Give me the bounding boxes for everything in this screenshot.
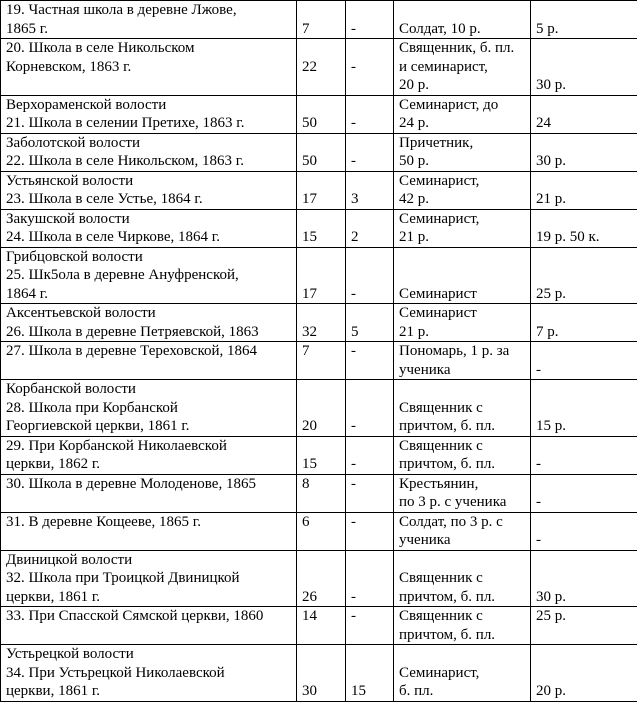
cell-text-line: ученика [399, 531, 530, 550]
cell-text-line: - [351, 152, 393, 171]
pupils-cell [297, 39, 346, 96]
school-cell [1, 39, 297, 96]
girls-cell [346, 550, 394, 607]
table-row [1, 436, 637, 474]
girls-cell [346, 436, 394, 474]
cell-text-line: 30 р. [536, 152, 637, 171]
pupils-cell [297, 209, 346, 247]
cell-text-line: 25 р. [536, 285, 637, 304]
teacher-cell [394, 39, 531, 96]
cell-text-line: 25. Шк5ола в деревне Ануфренской, [6, 266, 296, 285]
salary-cell [531, 247, 637, 304]
cell-text-line: Двиницкой волости [6, 551, 296, 570]
cell-text-line: Пономарь, 1 р. за [399, 342, 530, 361]
school-cell [1, 342, 297, 380]
girls-cell [346, 645, 394, 702]
pupils-cell [297, 342, 346, 380]
cell-text-line: - [351, 588, 393, 607]
cell-text-line: Устьянской волости [6, 172, 296, 191]
cell-text-line: 33. При Спасской Сямской церкви, 1860 [6, 607, 296, 626]
cell-text-line: Крестьянин, [399, 475, 530, 494]
school-cell [1, 247, 297, 304]
table-row [1, 247, 637, 304]
table-row [1, 645, 637, 702]
pupils-cell [297, 171, 346, 209]
table-body [1, 1, 637, 702]
cell-text-line: 29. При Корбанской Николаевской [6, 437, 296, 456]
pupils-cell [297, 95, 346, 133]
cell-text-line: 50 [302, 152, 345, 171]
teacher-cell [394, 304, 531, 342]
cell-text-line: Семинарист, [399, 210, 530, 229]
cell-text-line: 27. Школа в деревне Тереховской, 1864 [6, 342, 296, 361]
teacher-cell [394, 133, 531, 171]
cell-text-line: Корневском, 1863 г. [6, 58, 296, 77]
cell-text-line: - [351, 475, 393, 494]
cell-text-line: 28. Школа при Корбанской [6, 399, 296, 418]
cell-text-line: - [351, 114, 393, 133]
cell-text-line: 5 р. [536, 20, 637, 39]
pupils-cell [297, 645, 346, 702]
cell-text-line: 42 р. [399, 190, 530, 209]
table-row [1, 95, 637, 133]
salary-cell [531, 342, 637, 380]
cell-text-line: 19 р. 50 к. [536, 228, 637, 247]
cell-text-line: 5 [351, 323, 393, 342]
cell-text-line: - [536, 531, 637, 550]
cell-text-line: Георгиевской церкви, 1861 г. [6, 417, 296, 436]
table-row [1, 474, 637, 512]
cell-text-line: Грибцовской волости [6, 248, 296, 267]
cell-text-line: б. пл. [399, 682, 530, 701]
cell-text-line: Семинарист, [399, 664, 530, 683]
cell-text-line: 15 [351, 682, 393, 701]
salary-cell [531, 380, 637, 437]
cell-text-line: 23. Школа в селе Устье, 1864 г. [6, 190, 296, 209]
teacher-cell [394, 645, 531, 702]
cell-text-line: 30. Школа в деревне Молоденове, 1865 [6, 475, 296, 494]
table-row [1, 512, 637, 550]
cell-text-line: 32 [302, 323, 345, 342]
cell-text-line: 30 [302, 682, 345, 701]
cell-text-line: 30 р. [536, 76, 637, 95]
teacher-cell [394, 95, 531, 133]
cell-text-line: - [351, 417, 393, 436]
pupils-cell [297, 436, 346, 474]
teacher-cell [394, 209, 531, 247]
cell-text-line: 21. Школа в селении Претихе, 1863 г. [6, 114, 296, 133]
school-cell [1, 1, 297, 39]
school-cell [1, 474, 297, 512]
salary-cell [531, 1, 637, 39]
cell-text-line: - [536, 493, 637, 512]
girls-cell [346, 171, 394, 209]
cell-text-line: Священник, б. пл. [399, 39, 530, 58]
cell-text-line: 1864 г. [6, 285, 296, 304]
cell-text-line: 25 р. [536, 607, 637, 626]
cell-text-line: 31. В деревне Кощееве, 1865 г. [6, 513, 296, 532]
teacher-cell [394, 474, 531, 512]
cell-text-line: 24 [536, 114, 637, 133]
school-cell [1, 512, 297, 550]
cell-text-line: - [351, 58, 393, 77]
salary-cell [531, 512, 637, 550]
girls-cell [346, 380, 394, 437]
cell-text-line: 6 [302, 513, 345, 532]
cell-text-line: 7 [302, 20, 345, 39]
cell-text-line: 20 р. [399, 76, 530, 95]
salary-cell [531, 209, 637, 247]
cell-text-line: 22. Школа в селе Никольском, 1863 г. [6, 152, 296, 171]
cell-text-line: - [536, 361, 637, 380]
salary-cell [531, 95, 637, 133]
girls-cell [346, 304, 394, 342]
cell-text-line: 8 [302, 475, 345, 494]
pupils-cell [297, 550, 346, 607]
cell-text-line: причтом, б. пл. [399, 455, 530, 474]
teacher-cell [394, 436, 531, 474]
school-cell [1, 645, 297, 702]
cell-text-line: - [536, 455, 637, 474]
cell-text-line: Семинарист, [399, 172, 530, 191]
cell-text-line: Священник с [399, 437, 530, 456]
teacher-cell [394, 380, 531, 437]
cell-text-line: Солдат, 10 р. [399, 20, 530, 39]
cell-text-line: Верхораменской волости [6, 96, 296, 115]
girls-cell [346, 1, 394, 39]
cell-text-line: 32. Школа при Троицкой Двиницкой [6, 569, 296, 588]
cell-text-line: Семинарист, до [399, 96, 530, 115]
pupils-cell [297, 133, 346, 171]
cell-text-line: 50 [302, 114, 345, 133]
school-cell [1, 380, 297, 437]
school-cell [1, 209, 297, 247]
girls-cell [346, 607, 394, 645]
cell-text-line: 14 [302, 607, 345, 626]
salary-cell [531, 39, 637, 96]
school-cell [1, 550, 297, 607]
salary-cell [531, 436, 637, 474]
cell-text-line: 24 р. [399, 114, 530, 133]
cell-text-line: - [351, 20, 393, 39]
pupils-cell [297, 304, 346, 342]
cell-text-line: Священник с [399, 607, 530, 626]
pupils-cell [297, 607, 346, 645]
girls-cell [346, 247, 394, 304]
girls-cell [346, 95, 394, 133]
cell-text-line: 24. Школа в селе Чиркове, 1864 г. [6, 228, 296, 247]
cell-text-line: Заболотской волости [6, 134, 296, 153]
cell-text-line: - [351, 285, 393, 304]
girls-cell [346, 39, 394, 96]
cell-text-line: 17 [302, 285, 345, 304]
cell-text-line: Причетник, [399, 134, 530, 153]
school-cell [1, 95, 297, 133]
cell-text-line: 3 [351, 190, 393, 209]
table-row [1, 1, 637, 39]
cell-text-line: церкви, 1862 г. [6, 455, 296, 474]
table-row [1, 607, 637, 645]
cell-text-line: Корбанской волости [6, 380, 296, 399]
teacher-cell [394, 342, 531, 380]
cell-text-line: 21 р. [399, 228, 530, 247]
pupils-cell [297, 380, 346, 437]
pupils-cell [297, 247, 346, 304]
teacher-cell [394, 171, 531, 209]
cell-text-line: 22 [302, 58, 345, 77]
table-row [1, 209, 637, 247]
cell-text-line: причтом, б. пл. [399, 588, 530, 607]
cell-text-line: причтом, б. пл. [399, 417, 530, 436]
cell-text-line: Аксентьевской волости [6, 304, 296, 323]
cell-text-line: ученика [399, 361, 530, 380]
cell-text-line: 7 р. [536, 323, 637, 342]
table-row [1, 550, 637, 607]
cell-text-line: 20 [302, 417, 345, 436]
cell-text-line: 20 р. [536, 682, 637, 701]
cell-text-line: - [351, 607, 393, 626]
table-row [1, 342, 637, 380]
teacher-cell [394, 512, 531, 550]
salary-cell [531, 645, 637, 702]
salary-cell [531, 607, 637, 645]
girls-cell [346, 474, 394, 512]
pupils-cell [297, 474, 346, 512]
school-cell [1, 304, 297, 342]
pupils-cell [297, 1, 346, 39]
cell-text-line: Закушской волости [6, 210, 296, 229]
cell-text-line: 7 [302, 342, 345, 361]
table-row [1, 380, 637, 437]
school-cell [1, 607, 297, 645]
salary-cell [531, 171, 637, 209]
salary-cell [531, 474, 637, 512]
cell-text-line: 50 р. [399, 152, 530, 171]
salary-cell [531, 304, 637, 342]
cell-text-line: церкви, 1861 г. [6, 588, 296, 607]
cell-text-line: 34. При Устьрецкой Николаевской [6, 664, 296, 683]
cell-text-line: 26 [302, 588, 345, 607]
cell-text-line: 21 р. [399, 323, 530, 342]
cell-text-line: 21 р. [536, 190, 637, 209]
girls-cell [346, 512, 394, 550]
girls-cell [346, 209, 394, 247]
salary-cell [531, 550, 637, 607]
cell-text-line: Священник с [399, 399, 530, 418]
cell-text-line: 20. Школа в селе Никольском [6, 39, 296, 58]
table-row [1, 39, 637, 96]
cell-text-line: - [351, 342, 393, 361]
table-row [1, 133, 637, 171]
cell-text-line: 15 р. [536, 417, 637, 436]
pupils-cell [297, 512, 346, 550]
cell-text-line: 26. Школа в деревне Петряевской, 1863 [6, 323, 296, 342]
cell-text-line: 17 [302, 190, 345, 209]
teacher-cell [394, 607, 531, 645]
school-cell [1, 436, 297, 474]
cell-text-line: по 3 р. с ученика [399, 493, 530, 512]
cell-text-line: Семинарист [399, 304, 530, 323]
cell-text-line: 15 [302, 455, 345, 474]
cell-text-line: - [351, 455, 393, 474]
cell-text-line: и семинарист, [399, 58, 530, 77]
cell-text-line: церкви, 1861 г. [6, 682, 296, 701]
cell-text-line: 19. Частная школа в деревне Лжове, [6, 1, 296, 20]
cell-text-line: 1865 г. [6, 20, 296, 39]
salary-cell [531, 133, 637, 171]
school-cell [1, 171, 297, 209]
cell-text-line: Священник с [399, 569, 530, 588]
cell-text-line: Семинарист [399, 285, 530, 304]
cell-text-line: 2 [351, 228, 393, 247]
teacher-cell [394, 550, 531, 607]
teacher-cell [394, 247, 531, 304]
table-row [1, 171, 637, 209]
table-row [1, 304, 637, 342]
cell-text-line: причтом, б. пл. [399, 626, 530, 645]
cell-text-line: - [351, 513, 393, 532]
cell-text-line: Устьрецкой волости [6, 645, 296, 664]
cell-text-line: 15 [302, 228, 345, 247]
cell-text-line: 30 р. [536, 588, 637, 607]
teacher-cell [394, 1, 531, 39]
school-cell [1, 133, 297, 171]
girls-cell [346, 342, 394, 380]
girls-cell [346, 133, 394, 171]
cell-text-line: Солдат, по 3 р. с [399, 513, 530, 532]
